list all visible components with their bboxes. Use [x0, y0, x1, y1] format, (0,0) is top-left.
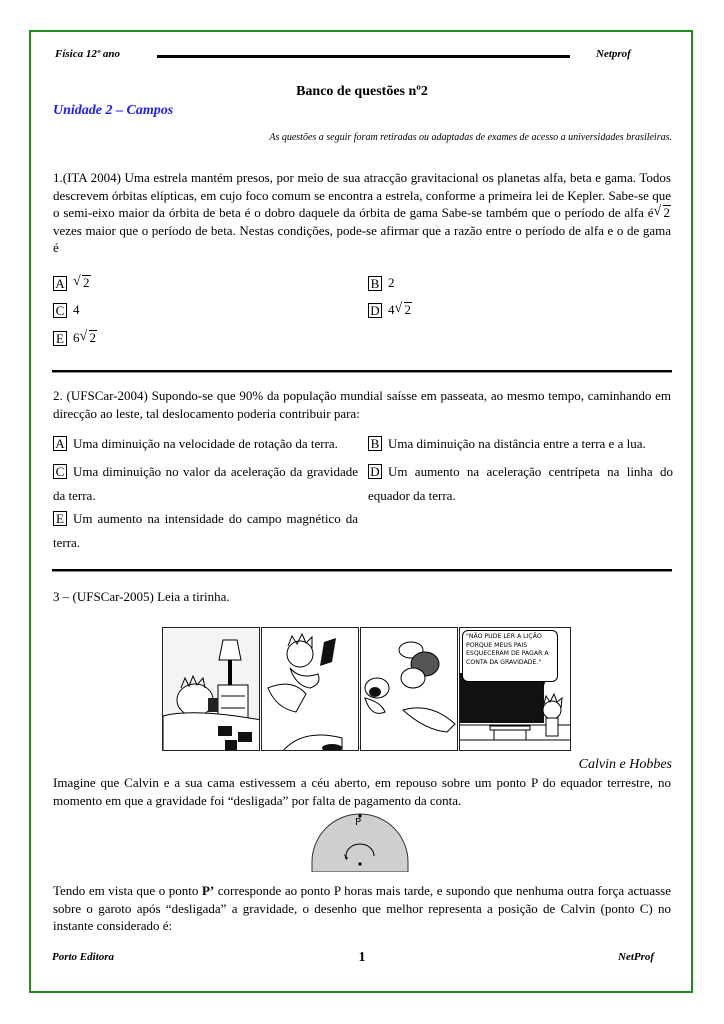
comic-caption: Calvin e Hobbes — [578, 757, 672, 772]
earth-half-diagram — [310, 812, 410, 872]
option-letter-box: E — [53, 331, 67, 346]
page-number: 1 — [358, 950, 366, 965]
q3-text2-after: corresponde ao ponto P horas mais tarde, e supondo que nenhuma outra força actuasse sobre o garoto após “desligada” a gravidade, o desenho que melhor representa a posição de Calvin (ponto C) no instante considerado é: — [53, 883, 671, 933]
option-letter-box: D — [368, 303, 382, 318]
q2-option-c[interactable] — [53, 460, 358, 508]
q1-text-part2: vezes maior que o período de beta. Nestas condições, pode-se afirmar que a razão entre o período de alfa e o de gama é — [53, 222, 671, 255]
option-prefix: 4 — [388, 302, 395, 317]
q3-text2-before: Tendo em vista que o ponto — [53, 883, 202, 898]
question-3-heading: 3 – (UFSCar-2005) Leia a tirinha. — [53, 589, 230, 604]
option-text: Uma diminuição na distância entre a terra e a lua. — [388, 436, 646, 451]
comic-panel-4 — [459, 627, 571, 751]
option-letter-box: A — [53, 436, 67, 451]
sqrt-symbol — [654, 204, 672, 222]
page-title: Banco de questões nº2 — [296, 84, 428, 99]
q1-option-c[interactable] — [53, 302, 80, 318]
option-text: Um aumento na intensidade do campo magnético da terra. — [53, 511, 358, 550]
comic-panel-2 — [261, 627, 359, 751]
sqrt-symbol — [73, 275, 91, 291]
comic-panel-1 — [162, 627, 260, 751]
sqrt-symbol — [395, 302, 413, 318]
q1-text-part1: 1.(ITA 2004) Uma estrela mantém presos, por meio de sua atracção gravitacional os planetas alfa, beta e gama. Todos descrevem órbitas elípticas, em cujo foco comum se encontra a estrela, conforme a primeira lei de Kepler. Sabe-se que o semi-eixo maior da órbita de beta é o dobro daquele da órbita de gama Sabe-se também que o período de alfa é — [53, 170, 671, 220]
option-value: 2 — [89, 330, 96, 345]
option-letter-box: C — [53, 464, 67, 479]
option-letter-box: E — [53, 511, 67, 526]
option-text: Uma diminuição no valor da aceleração da gravidade da terra. — [53, 464, 358, 503]
q2-option-b[interactable] — [368, 432, 673, 456]
section-divider — [52, 370, 672, 372]
q1-option-e[interactable] — [53, 330, 97, 346]
option-text: Um aumento na aceleração centrípeta na linha do equador da terra. — [368, 464, 673, 503]
q2-option-a[interactable] — [53, 432, 358, 456]
q2-option-e[interactable] — [53, 507, 358, 555]
option-value: 2 — [83, 275, 90, 290]
option-letter-box: C — [53, 303, 67, 318]
speech-bubble: "NÃO PUDE LER A LIÇÃO PORQUE MEUS PAIS ESQUECERAM DE PAGAR A CONTA DA GRAVIDADE." — [462, 630, 558, 682]
calvin-floating-drawing — [262, 628, 359, 751]
option-letter-box: A — [53, 276, 67, 291]
question-1-text — [53, 169, 671, 257]
comic-strip — [160, 627, 572, 753]
sqrt-value: 2 — [663, 205, 670, 220]
point-p-prime: P’ — [201, 883, 215, 898]
floating-objects-drawing — [361, 628, 458, 751]
q2-option-d[interactable] — [368, 460, 673, 508]
header-rule — [157, 55, 570, 58]
question-3-text-2 — [53, 882, 671, 935]
sqrt-symbol — [80, 330, 98, 346]
q1-option-a[interactable] — [53, 275, 91, 291]
comic-panel-3 — [360, 627, 458, 751]
section-divider — [52, 569, 672, 571]
option-prefix: 6 — [73, 330, 80, 345]
unit-title: Unidade 2 – Campos — [53, 103, 174, 118]
option-letter-box: D — [368, 464, 382, 479]
calvin-in-bed-drawing — [163, 628, 260, 751]
header-right: Netprof — [596, 48, 631, 60]
option-value: 4 — [73, 302, 80, 317]
point-p-label: P — [355, 817, 362, 828]
option-value: 2 — [404, 302, 411, 317]
intro-note: As questões a seguir foram retiradas ou adaptadas de exames de acesso a universidades brasileiras. — [269, 132, 672, 143]
option-letter-box: B — [368, 436, 382, 451]
option-letter-box: B — [368, 276, 382, 291]
header-left: Física 12º ano — [55, 48, 121, 60]
option-value: 2 — [388, 275, 395, 290]
question-2-text: 2. (UFSCar-2004) Supondo-se que 90% da população mundial saísse em passeata, ao mesmo tempo, caminhando em direcção ao leste, tal deslocamento poderia contribuir para: — [53, 388, 671, 421]
question-3-text-1: Imagine que Calvin e a sua cama estivessem a céu aberto, em repouso sobre um ponto P do equador terrestre, no momento em que a gravidade foi “desligada” por falta de pagamento da conta. — [53, 775, 671, 808]
footer-brand: NetProf — [618, 951, 655, 963]
q1-option-b[interactable] — [368, 275, 395, 291]
footer-publisher: Porto Editora — [52, 951, 115, 963]
q1-option-d[interactable] — [368, 302, 412, 318]
option-text: Uma diminuição na velocidade de rotação da terra. — [73, 436, 338, 451]
